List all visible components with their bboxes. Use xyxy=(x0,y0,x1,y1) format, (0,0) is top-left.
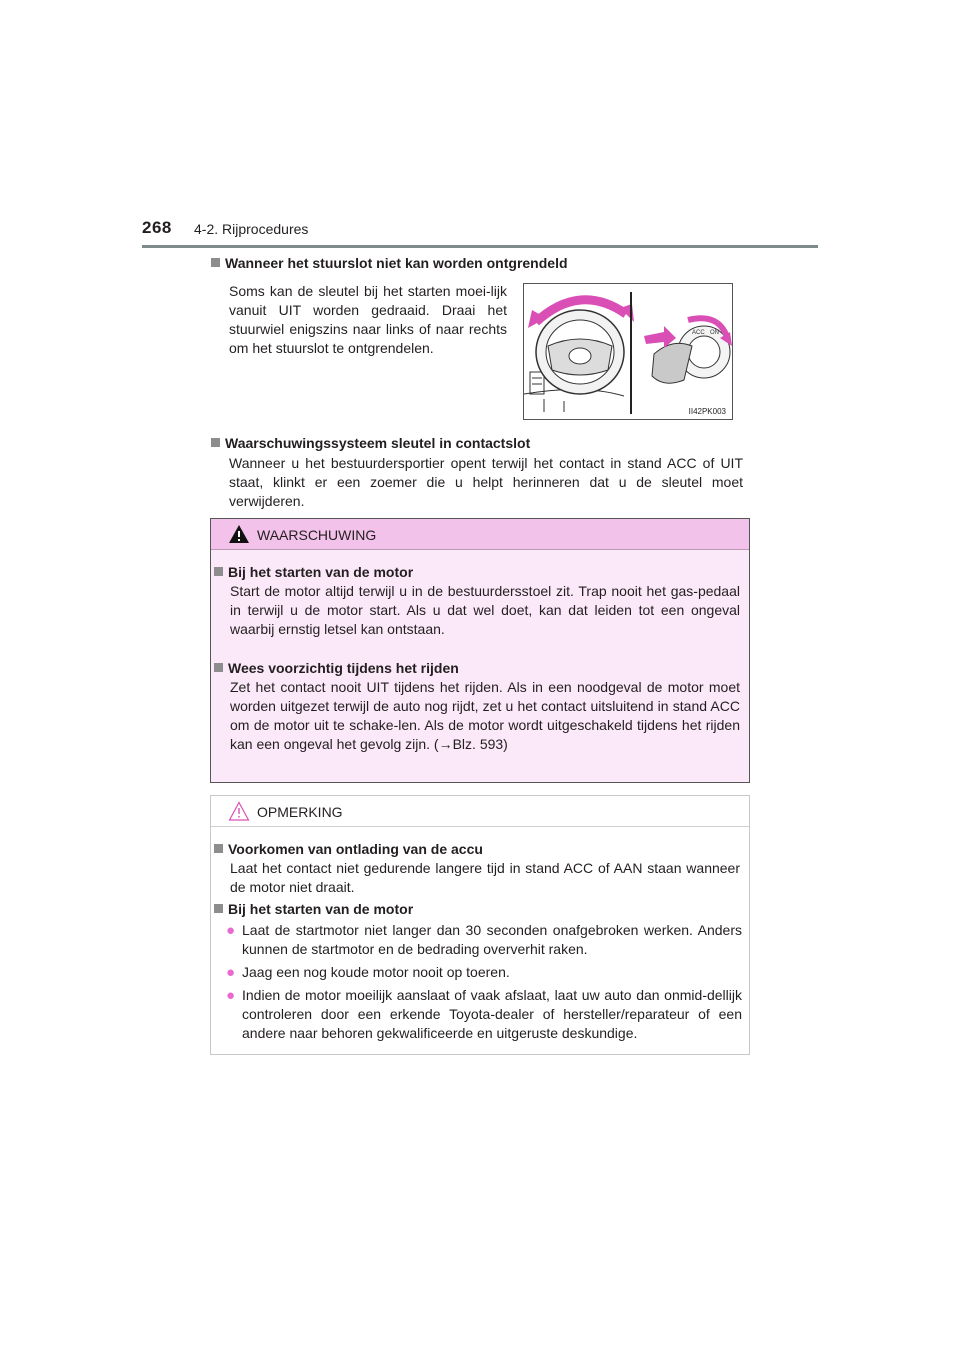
warning-item-heading: Wees voorzichtig tijdens het rijden xyxy=(214,659,459,677)
square-bullet-icon xyxy=(214,904,223,913)
key-warning-paragraph: Wanneer u het bestuurdersportier opent terwijl het contact in stand ACC of UIT staat, klinkt er een zoemer die u helpt herinneren dat u de sleutel moet verwijderen. xyxy=(229,455,743,509)
note-bullet: ● Laat de startmotor niet langer dan 30 seconden onafgebroken werken. Anders kunnen de startmotor en de bedrading oververhit raken. xyxy=(226,922,742,957)
acc-label: ACC xyxy=(692,330,705,336)
steering-lock-paragraph: Soms kan de sleutel bij het starten moei-lijk vanuit UIT worden gedraaid. Draai het stuurwiel enigszins naar links of naar rechts om het stuurslot te ontgrendelen. xyxy=(229,283,507,356)
warning-title: WAARSCHUWING xyxy=(257,527,377,543)
warning-box xyxy=(210,518,750,783)
square-bullet-icon xyxy=(211,438,220,447)
page-reference-link[interactable]: →Blz. 593) xyxy=(438,736,508,752)
circle-bullet-icon: ● xyxy=(226,987,236,1004)
note-bullet: ● Indien de motor moeilijk aanslaat of vaak afslaat, laat uw auto dan onmid-dellijk controleren door een erkende Toyota-dealer of hersteller/reparateur of een andere naar behoren gekwalificeerde en uitgeruste deskundige. xyxy=(226,987,742,1041)
warning-triangle-icon xyxy=(228,524,250,544)
square-bullet-icon xyxy=(211,258,220,267)
warning-header xyxy=(211,519,749,550)
note-item-text: Laat het contact niet gedurende langere tijd in stand ACC of AAN staan wanneer de motor niet draait. xyxy=(230,860,740,895)
circle-bullet-icon: ● xyxy=(226,922,236,939)
circle-bullet-icon: ● xyxy=(226,964,236,981)
square-bullet-icon xyxy=(214,844,223,853)
caution-triangle-outline-icon xyxy=(228,801,250,821)
page-header xyxy=(142,218,818,246)
header-divider xyxy=(142,245,818,248)
note-item-heading: Voorkomen van ontlading van de accu xyxy=(214,840,483,858)
warning-item-text: Start de motor altijd terwijl u in de bestuurdersstoel zit. Trap nooit het gas-pedaal in terwijl u de motor start. Als u dat wel doet, kan dat leiden tot een ongeval waarbij ernstig letsel kan ontstaan. xyxy=(230,583,740,637)
page-number: 268 xyxy=(142,218,172,237)
warning-item-text: Zet het contact nooit UIT tijdens het rijden. Als in een noodgeval de motor moet worden uitgezet terwijl de auto nog rijdt, zet u het contact uitsluitend in stand ACC om de motor uit te schake-len. Als de motor wordt uitgeschakeld tijdens het rijden kan een ongeval het gevolg zijn. (→Blz. 593) xyxy=(230,679,740,752)
note-title: OPMERKING xyxy=(257,804,343,820)
square-bullet-icon xyxy=(214,567,223,576)
square-bullet-icon xyxy=(214,663,223,672)
note-item-heading: Bij het starten van de motor xyxy=(214,900,413,918)
on-label: ON xyxy=(710,330,719,336)
section-title: 4-2. Rijprocedures xyxy=(194,221,309,237)
warning-item-heading: Bij het starten van de motor xyxy=(214,563,413,581)
section-heading-steering-lock: Wanneer het stuurslot niet kan worden ontgrendeld xyxy=(211,254,568,272)
steering-wheel-and-ignition-illustration xyxy=(524,284,732,419)
note-bullet: ● Jaag een nog koude motor nooit op toeren. xyxy=(226,964,510,981)
note-box xyxy=(210,795,750,1055)
section-heading-key-warning: Waarschuwingssysteem sleutel in contactslot xyxy=(211,434,530,452)
steering-wheel-figure xyxy=(523,283,733,420)
note-header xyxy=(211,796,749,827)
figure-code: II42PK003 xyxy=(688,407,726,416)
